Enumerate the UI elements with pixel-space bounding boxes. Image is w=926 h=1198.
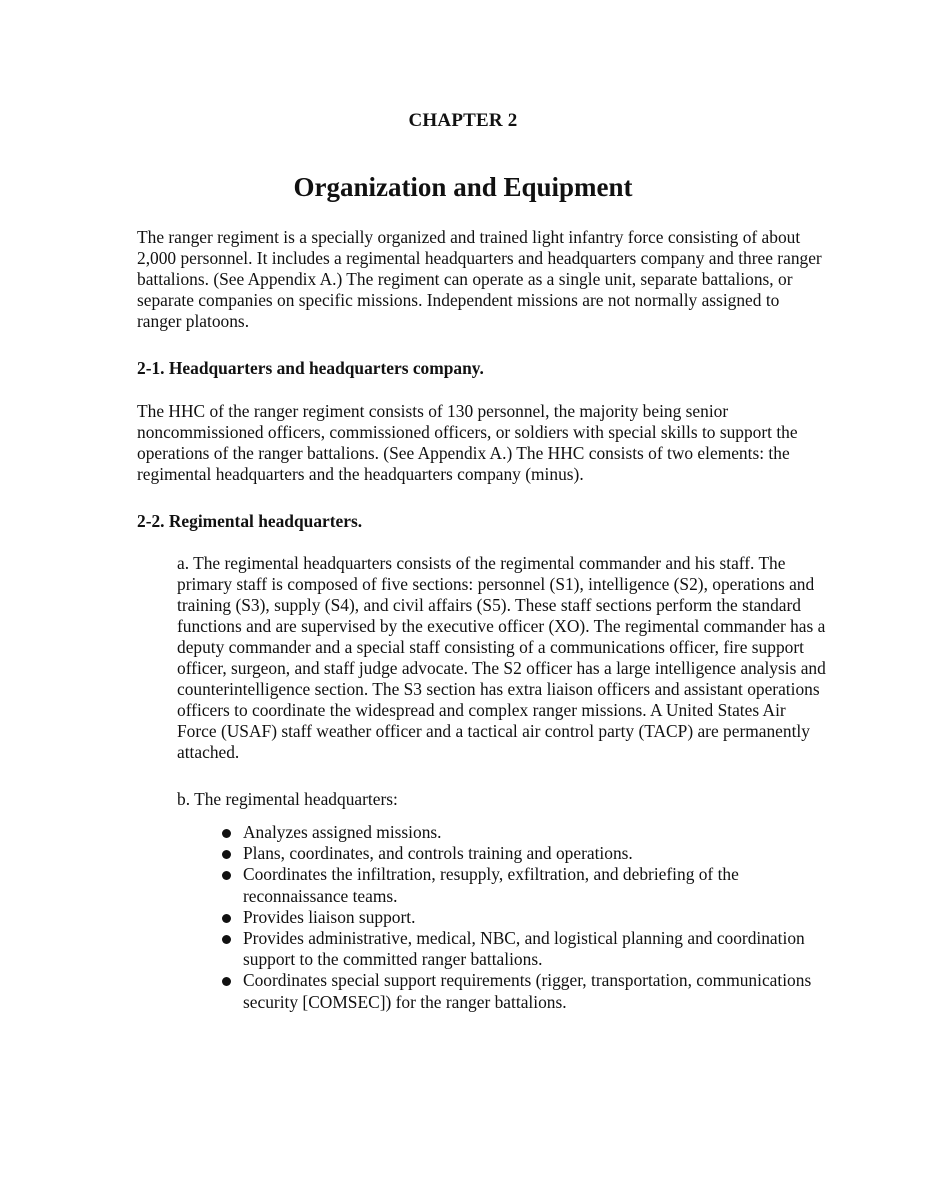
- intro-paragraph: The ranger regiment is a specially organized and trained light infantry force consisting of about 2,000 personnel. It includes a regimental headquarters and headquarters company and three ranger battalions. (See Appendix A.) The regiment can operate as a single unit, separate battalions, or separate companies on specific missions. Independent missions are not normally assigned to ranger platoons.: [137, 227, 822, 331]
- list-item: [218, 822, 818, 843]
- list-item-text: Provides liaison support.: [243, 906, 416, 927]
- list-item-text: Coordinates the infiltration, resupply, exfiltration, and debriefing of the reconnaissance teams.: [243, 864, 739, 906]
- list-item-text: Analyzes assigned missions.: [243, 822, 442, 842]
- list-item-text: Plans, coordinates, and controls training and operations.: [243, 843, 633, 864]
- bullet-icon: [222, 977, 231, 986]
- list-item: [218, 843, 818, 864]
- bullet-icon: [222, 871, 231, 880]
- list-item: [218, 907, 818, 928]
- list-item: [218, 928, 818, 970]
- bullet-icon: [222, 850, 231, 859]
- bullet-icon: [222, 935, 231, 944]
- chapter-label: CHAPTER 2: [408, 110, 518, 131]
- regimental-hq-duties-list: [218, 822, 818, 1013]
- subparagraph-b: b. The regimental headquarters:: [177, 789, 398, 809]
- list-item-text: Coordinates special support requirements (rigger, transportation, communications security [COMSEC]) for the ranger battalions.: [243, 970, 812, 1012]
- list-item: [218, 970, 818, 1012]
- section-heading-2-2: 2-2. Regimental headquarters.: [137, 511, 363, 531]
- subparagraph-a: a. The regimental headquarters consists of the regimental commander and his staff. The primary staff is composed of five sections: personnel (S1), intelligence (S2), operations and training (S3), supply (S4), and civil affairs (S5). These staff sections perform the standard functions and are supervised by the executive officer (XO). The regimental commander has a deputy commander and a special staff consisting of a communications officer, fire support officer, surgeon, and staff judge advocate. The S2 officer has a large intelligence analysis and counterintelligence section. The S3 section has extra liaison officers and assistant operations officers to coordinate the widespread and complex ranger missions. A United States Air Force (USAF) staff weather officer and a tactical air control party (TACP) are permanently attached.: [177, 553, 826, 762]
- page-title: Organization and Equipment: [293, 172, 633, 202]
- section-heading-2-1: 2-1. Headquarters and headquarters company.: [137, 358, 484, 378]
- list-item: [218, 864, 818, 906]
- hhc-paragraph: The HHC of the ranger regiment consists of 130 personnel, the majority being senior noncommissioned officers, commissioned officers, or soldiers with special skills to support the operations of the ranger battalions. (See Appendix A.) The HHC consists of two elements: the regimental headquarters and the headquarters company (minus).: [137, 401, 798, 484]
- bullet-icon: [222, 914, 231, 923]
- list-item-text: Provides administrative, medical, NBC, and logistical planning and coordination support to the committed ranger battalions.: [243, 928, 805, 970]
- bullet-icon: [222, 829, 231, 838]
